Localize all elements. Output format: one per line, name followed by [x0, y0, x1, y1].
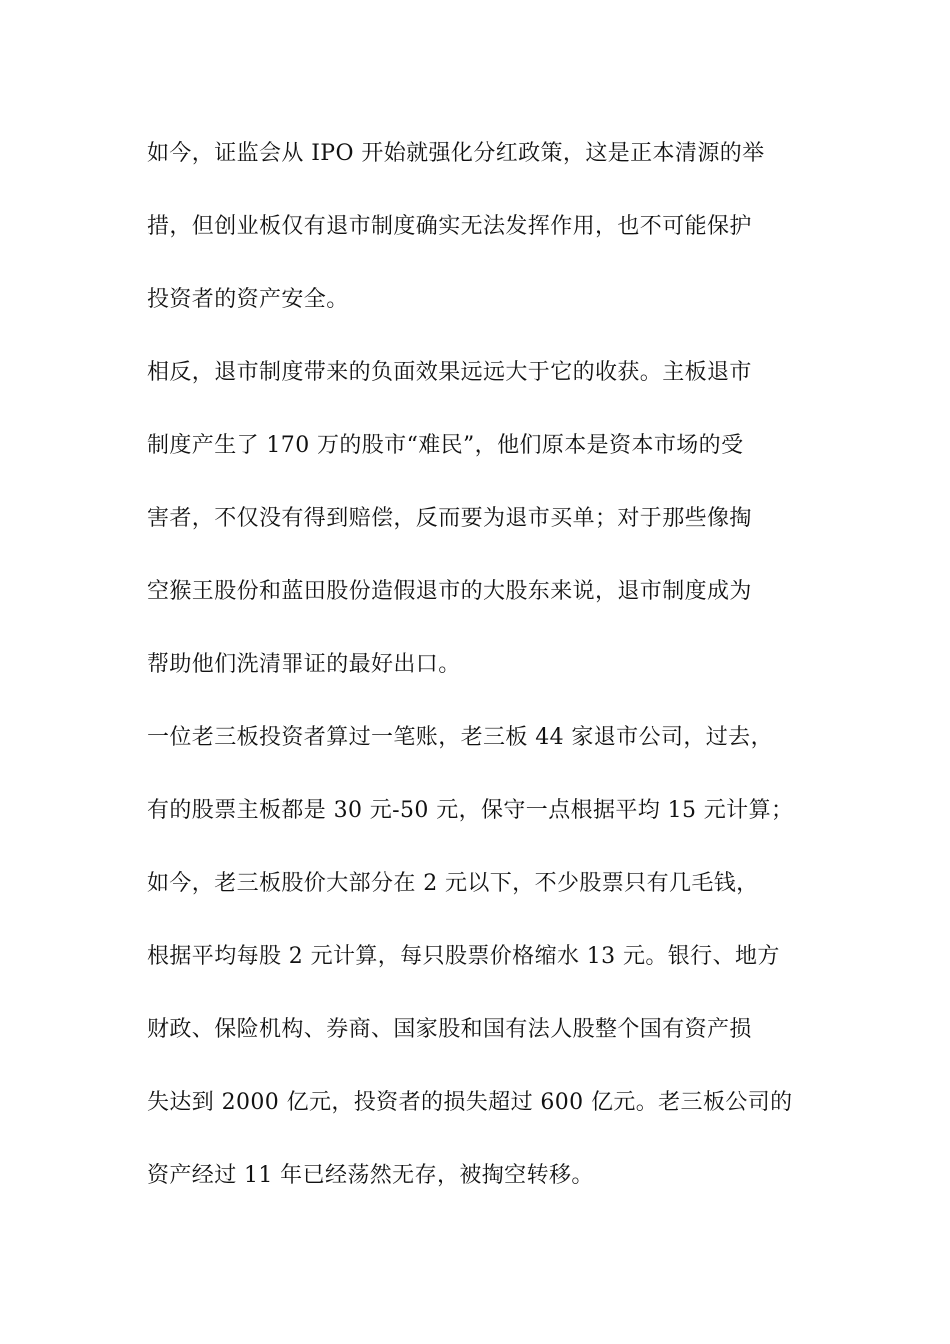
text-line: 相反，退市制度带来的负面效果远远大于它的收获。主板退市 — [147, 360, 752, 385]
text-line: 根据平均每股 2 元计算，每只股票价格缩水 13 元。银行、地方 — [147, 944, 780, 969]
paragraph — [147, 347, 812, 712]
text-line: 帮助他们洗清罪证的最好出口。 — [147, 652, 461, 677]
text-line: 财政、保险机构、券商、国家股和国有法人股整个国有资产损 — [147, 1017, 752, 1042]
text-line: 失达到 2000 亿元，投资者的损失超过 600 亿元。老三板公司的 — [147, 1090, 793, 1115]
body-text — [147, 128, 812, 1223]
text-line: 如今，证监会从 IPO 开始就强化分红政策，这是正本清源的举 — [147, 141, 765, 166]
text-line: 制度产生了 170 万的股市“难民”，他们原本是资本市场的受 — [147, 433, 744, 458]
text-line: 如今，老三板股价大部分在 2 元以下，不少股票只有几毛钱， — [147, 871, 759, 896]
paragraph — [147, 712, 812, 1223]
text-line: 投资者的资产安全。 — [147, 287, 349, 312]
text-line: 一位老三板投资者算过一笔账，老三板 44 家退市公司，过去， — [147, 725, 773, 750]
paragraph — [147, 128, 812, 347]
text-line: 资产经过 11 年已经荡然无存，被掏空转移。 — [147, 1163, 594, 1188]
text-line: 害者，不仅没有得到赔偿，反而要为退市买单；对于那些像掏 — [147, 506, 752, 531]
text-line: 有的股票主板都是 30 元-50 元，保守一点根据平均 15 元计算； — [147, 798, 794, 823]
text-line: 措，但创业板仅有退市制度确实无法发挥作用，也不可能保护 — [147, 214, 752, 239]
text-line: 空猴王股份和蓝田股份造假退市的大股东来说，退市制度成为 — [147, 579, 752, 604]
